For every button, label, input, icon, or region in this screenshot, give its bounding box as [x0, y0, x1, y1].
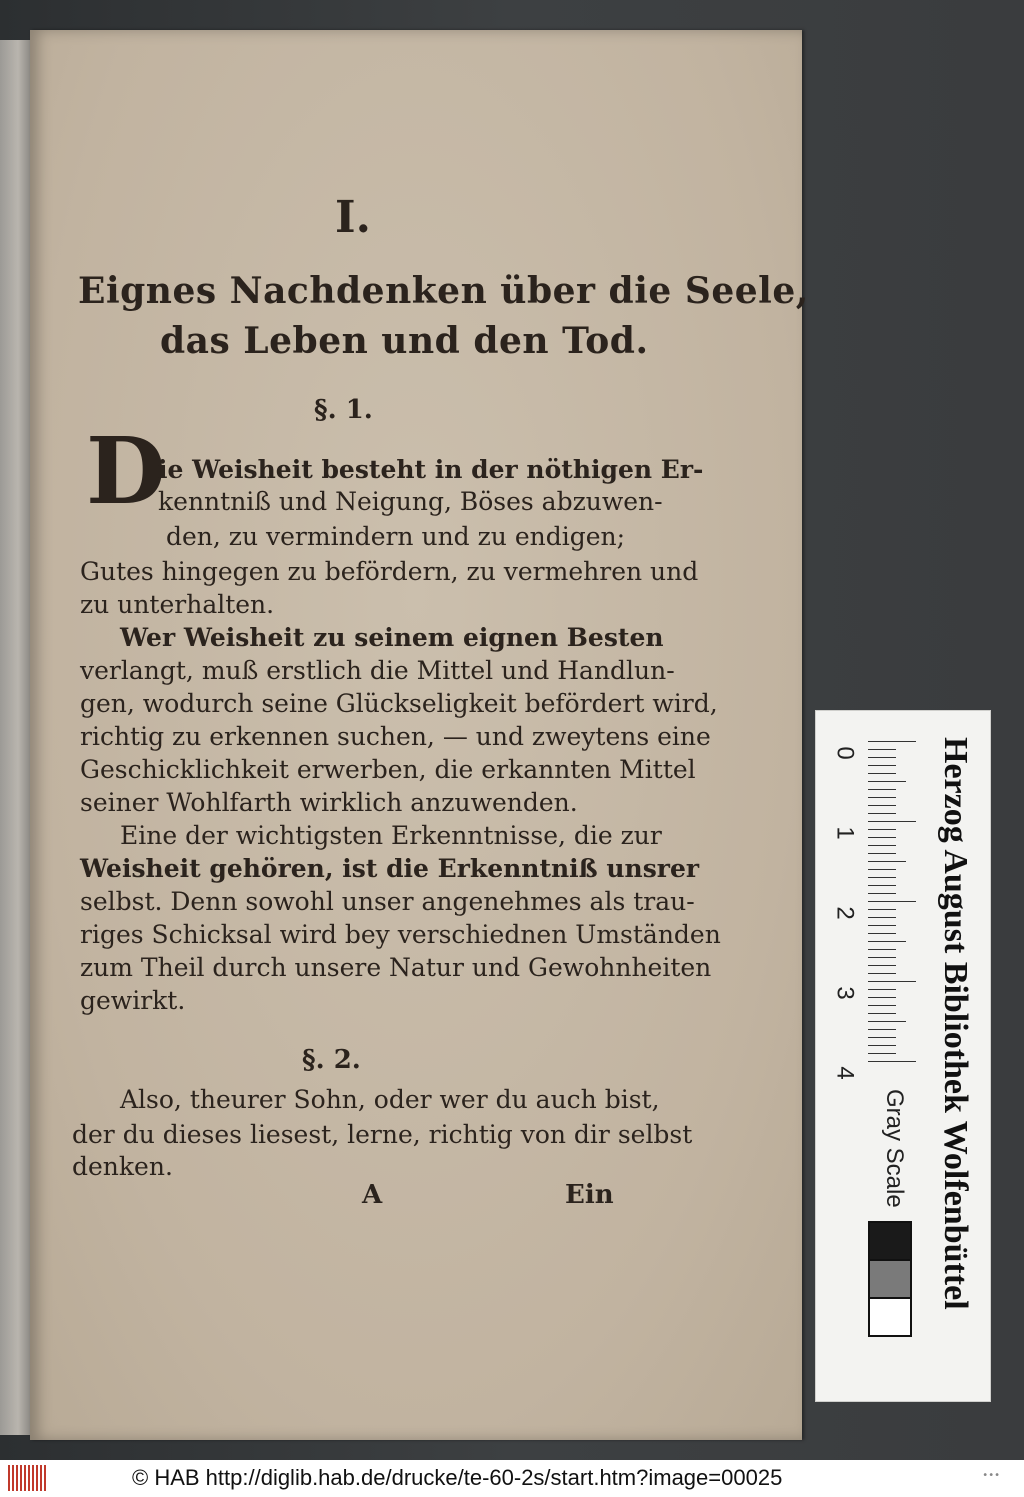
barcode-icon	[8, 1465, 46, 1491]
ruler-tick	[868, 757, 896, 758]
ruler-tick	[868, 749, 896, 750]
ruler-tick	[868, 1061, 916, 1062]
paragraph-line: Eine der wichtigsten Erkenntnisse, die zur	[120, 821, 662, 850]
copyright-url-text: © HAB http://diglib.hab.de/drucke/te-60-2s/start.htm?image=00025	[132, 1465, 783, 1490]
footer-bar	[0, 1460, 1024, 1497]
ruler-tick	[868, 853, 896, 854]
ruler-tick	[868, 773, 896, 774]
ruler-tick	[868, 797, 896, 798]
ruler-tick	[868, 885, 896, 886]
ruler-tick	[868, 1005, 896, 1006]
library-brand-label: Herzog August Bibliothek Wolfenbüttel	[937, 737, 974, 1310]
ruler-tick	[868, 813, 896, 814]
ruler-tick	[868, 1037, 896, 1038]
book-page	[30, 30, 809, 1440]
paragraph-line: zum Theil durch unsere Natur und Gewohnheiten	[80, 953, 712, 982]
ruler-tick	[868, 997, 896, 998]
paragraph-line: ie Weisheit besteht in der nöthigen Er-	[158, 455, 704, 484]
paragraph-line: den, zu vermindern und zu endigen;	[166, 522, 626, 551]
ruler-tick	[868, 877, 896, 878]
chapter-number: I.	[335, 192, 371, 243]
ruler-tick	[868, 789, 896, 790]
catchword: Ein	[565, 1180, 614, 1210]
signature-mark: A	[362, 1180, 383, 1210]
paragraph-line: denken.	[72, 1152, 173, 1181]
paragraph-line: zu unterhalten.	[80, 590, 275, 619]
ruler-tick	[868, 741, 916, 742]
ruler-number: 0	[831, 746, 859, 760]
ruler-tick	[868, 933, 896, 934]
ruler-tick	[868, 829, 896, 830]
paragraph-line: gewirkt.	[80, 986, 186, 1015]
ruler-tick	[868, 981, 916, 982]
drop-cap: D	[86, 417, 166, 525]
ruler-tick	[868, 909, 896, 910]
paragraph-line: Gutes hingegen zu befördern, zu vermehren und	[80, 557, 699, 586]
ruler-tick	[868, 845, 896, 846]
ruler-tick	[868, 805, 896, 806]
ruler-tick	[868, 1029, 896, 1030]
ruler-number: 4	[831, 1066, 859, 1080]
color-scale-ruler	[815, 710, 991, 1402]
section-heading-1: §. 1.	[314, 395, 373, 425]
paragraph-line: selbst. Denn sowohl unser angenehmes als trau-	[80, 887, 695, 916]
ruler-tick	[868, 1053, 896, 1054]
ruler-tick	[868, 989, 896, 990]
section-heading-2: §. 2.	[302, 1045, 361, 1075]
ruler-tick	[868, 973, 896, 974]
gray-swatch-white	[868, 1297, 912, 1337]
footer-dots: •••	[982, 1470, 1000, 1481]
paragraph-line: seiner Wohlfarth wirklich anzuwenden.	[80, 788, 578, 817]
left-page-edge	[0, 40, 30, 1435]
ruler-tick	[868, 1045, 896, 1046]
paragraph-line: richtig zu erkennen suchen, — und zweytens eine	[80, 722, 711, 751]
paragraph-line: Wer Weisheit zu seinem eignen Besten	[120, 623, 664, 652]
ruler-tick	[868, 917, 896, 918]
ruler-tick	[868, 901, 916, 902]
paragraph-line: riges Schicksal wird bey verschiednen Umständen	[80, 920, 721, 949]
gray-scale-label: Gray Scale	[881, 1089, 908, 1208]
paragraph-line: verlangt, muß erstlich die Mittel und Handlun-	[80, 656, 675, 685]
ruler-tick	[868, 765, 896, 766]
ruler-tick	[868, 781, 906, 782]
chapter-title-line-2: das Leben und den Tod.	[160, 320, 649, 362]
ruler-tick	[868, 869, 896, 870]
ruler-number: 1	[831, 826, 859, 840]
ruler-tick	[868, 821, 916, 822]
ruler-tick	[868, 1013, 896, 1014]
ruler-number: 2	[831, 906, 859, 920]
gray-swatch-mid	[868, 1259, 912, 1299]
ruler-tick	[868, 893, 896, 894]
ruler-tick	[868, 941, 906, 942]
ruler-tick	[868, 957, 896, 958]
ruler-number: 3	[831, 986, 859, 1000]
paragraph-line: gen, wodurch seine Glückseligkeit befördert wird,	[80, 689, 718, 718]
paragraph-line: Geschicklichkeit erwerben, die erkannten Mittel	[80, 755, 696, 784]
ruler-ticks	[868, 741, 918, 1081]
ruler-tick	[868, 949, 896, 950]
ruler-tick	[868, 965, 896, 966]
ruler-tick	[868, 1021, 906, 1022]
paragraph-line: Also, theurer Sohn, oder wer du auch bist,	[120, 1085, 660, 1114]
ruler-tick	[868, 837, 896, 838]
ruler-tick	[868, 861, 906, 862]
ruler-tick	[868, 925, 896, 926]
chapter-title-line-1: Eignes Nachdenken über die Seele,	[78, 270, 809, 312]
gray-swatch-black	[868, 1221, 912, 1261]
paragraph-line: Weisheit gehören, ist die Erkenntniß unsrer	[80, 854, 700, 883]
paragraph-line: kenntniß und Neigung, Böses abzuwen-	[158, 487, 663, 516]
paragraph-line: der du dieses liesest, lerne, richtig von dir selbst	[72, 1120, 693, 1149]
